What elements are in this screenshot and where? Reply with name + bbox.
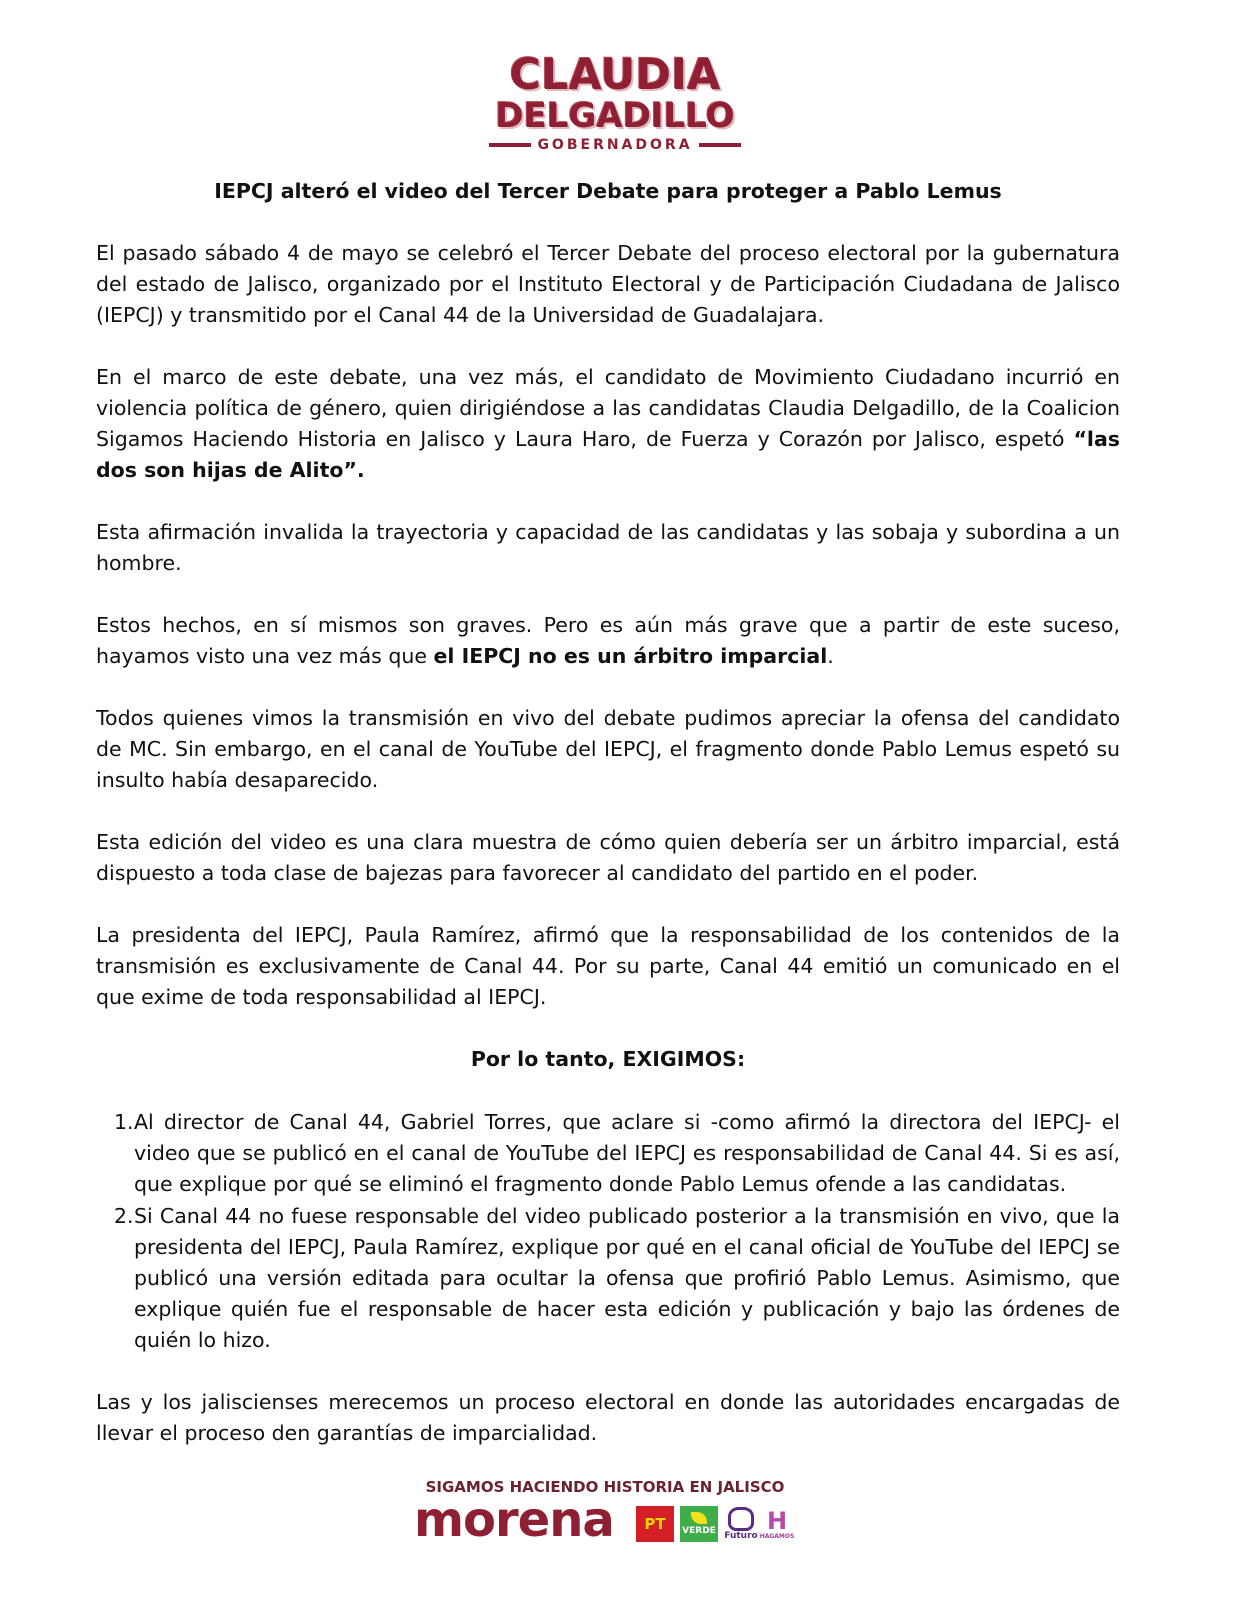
paragraph-6: Esta edición del video es una clara muestra de cómo quien debería ser un árbitro imparcial, está dispuesto a toda clase de bajezas para favorecer al candidato del partido en el poder. — [96, 830, 1120, 885]
list-text: Al director de Canal 44, Gabriel Torres, que aclare si -como afirmó la directora del IEPCJ- el video que se publicó en el canal de YouTube del IEPCJ es responsabilidad de Canal 44. Si es así, que explique por qué se eliminó el fragmento donde Pablo Lemus ofende a las candidatas. — [134, 1110, 1120, 1196]
paragraph-2-text: En el marco de este debate, una vez más, el candidato de Movimiento Ciudadano incurrió en violencia política de género, quien dirigiéndose a las candidatas Claudia Delgadillo, de la Coalicion Sigamos Haciendo Historia en Jalisco y Laura Haro, de Fuerza y Corazón por Jalisco, espetó — [96, 365, 1120, 451]
futuro-emblem-icon — [728, 1507, 754, 1531]
verde-logo — [680, 1506, 718, 1542]
hagamos-letter: H — [766, 1506, 788, 1535]
paragraph-4-emphasis: el IEPCJ no es un árbitro imparcial — [433, 644, 828, 668]
list-number: 2. — [114, 1204, 134, 1228]
toucan-icon — [691, 1512, 707, 1524]
coalition-slogan: SIGAMOS HACIENDO HISTORIA EN JALISCO — [425, 1478, 785, 1496]
morena-logo: morena — [414, 1492, 614, 1548]
verde-label: VERDE — [682, 1526, 716, 1536]
logo-subtitle-text: GOBERNADORA — [537, 137, 693, 153]
coalition-footer — [410, 1478, 810, 1574]
list-item — [96, 1201, 1120, 1356]
paragraph-1: El pasado sábado 4 de mayo se celebró el Tercer Debate del proceso electoral por la gubernatura del estado de Jalisco, organizado por el Instituto Electoral y de Participación Ciudadana de Jalisco (IEPCJ) y transmitido por el Canal 44 de la Universidad de Guadalajara. — [96, 241, 1120, 327]
paragraph-2-quote: “las dos son hijas de Alito”. — [96, 427, 1120, 482]
futuro-label: Futuro — [724, 1531, 758, 1541]
logo-subtitle — [470, 137, 760, 153]
paragraph-2 — [96, 362, 1120, 486]
document-title: IEPCJ alteró el video del Tercer Debate para proteger a Pablo Lemus — [214, 179, 1002, 203]
hagamos-logo — [759, 1506, 795, 1542]
list-text: Si Canal 44 no fuese responsable del video publicado posterior a la transmisión en vivo, que la presidenta del IEPCJ, Paula Ramírez, explique por qué en el canal oficial de YouTube del IEPCJ se publicó una versión editada para ocultar la ofensa que profirió Pablo Lemus. Asimismo, que explique quién fue el responsable de hacer esta edición y publicación y bajo las órdenes de quién lo hizo. — [134, 1204, 1120, 1352]
list-number: 1. — [114, 1110, 134, 1134]
hagamos-label: HAGAMOS — [759, 1532, 795, 1540]
paragraph-7: La presidenta del IEPCJ, Paula Ramírez, afirmó que la responsabilidad de los contenidos de la transmisión es exclusivamente de Canal 44. Por su parte, Canal 44 emitió un comunicado en el que exime de toda responsabilidad al IEPCJ. — [96, 923, 1120, 1009]
demands-heading: Por lo tanto, EXIGIMOS: — [470, 1047, 746, 1071]
paragraph-4-text: Estos hechos, en sí mismos son graves. Pero es aún más grave que a partir de este suceso, hayamos visto una vez más que — [96, 613, 1120, 668]
logo-first-name: CLAUDIA — [509, 50, 721, 100]
closing-paragraph: Las y los jaliscienses merecemos un proceso electoral en donde las autoridades encargadas de llevar el proceso den garantías de imparcialidad. — [96, 1390, 1120, 1445]
paragraph-4-end: . — [827, 644, 834, 668]
logo-divider-left — [489, 143, 531, 147]
candidate-logo — [470, 52, 760, 156]
logo-divider-right — [699, 143, 741, 147]
list-item — [96, 1107, 1120, 1200]
logo-last-name: DELGADILLO — [495, 96, 735, 136]
pt-label: PT — [644, 1515, 666, 1533]
futuro-logo — [724, 1506, 758, 1542]
paragraph-5: Todos quienes vimos la transmisión en vivo del debate pudimos apreciar la ofensa del candidato de MC. Sin embargo, en el canal de YouTube del IEPCJ, el fragmento donde Pablo Lemus espetó su insulto había desaparecido. — [96, 706, 1120, 792]
paragraph-3: Esta afirmación invalida la trayectoria y capacidad de las candidatas y las sobaja y subordina a un hombre. — [96, 520, 1120, 575]
pt-logo — [636, 1506, 674, 1542]
paragraph-4 — [96, 610, 1120, 672]
